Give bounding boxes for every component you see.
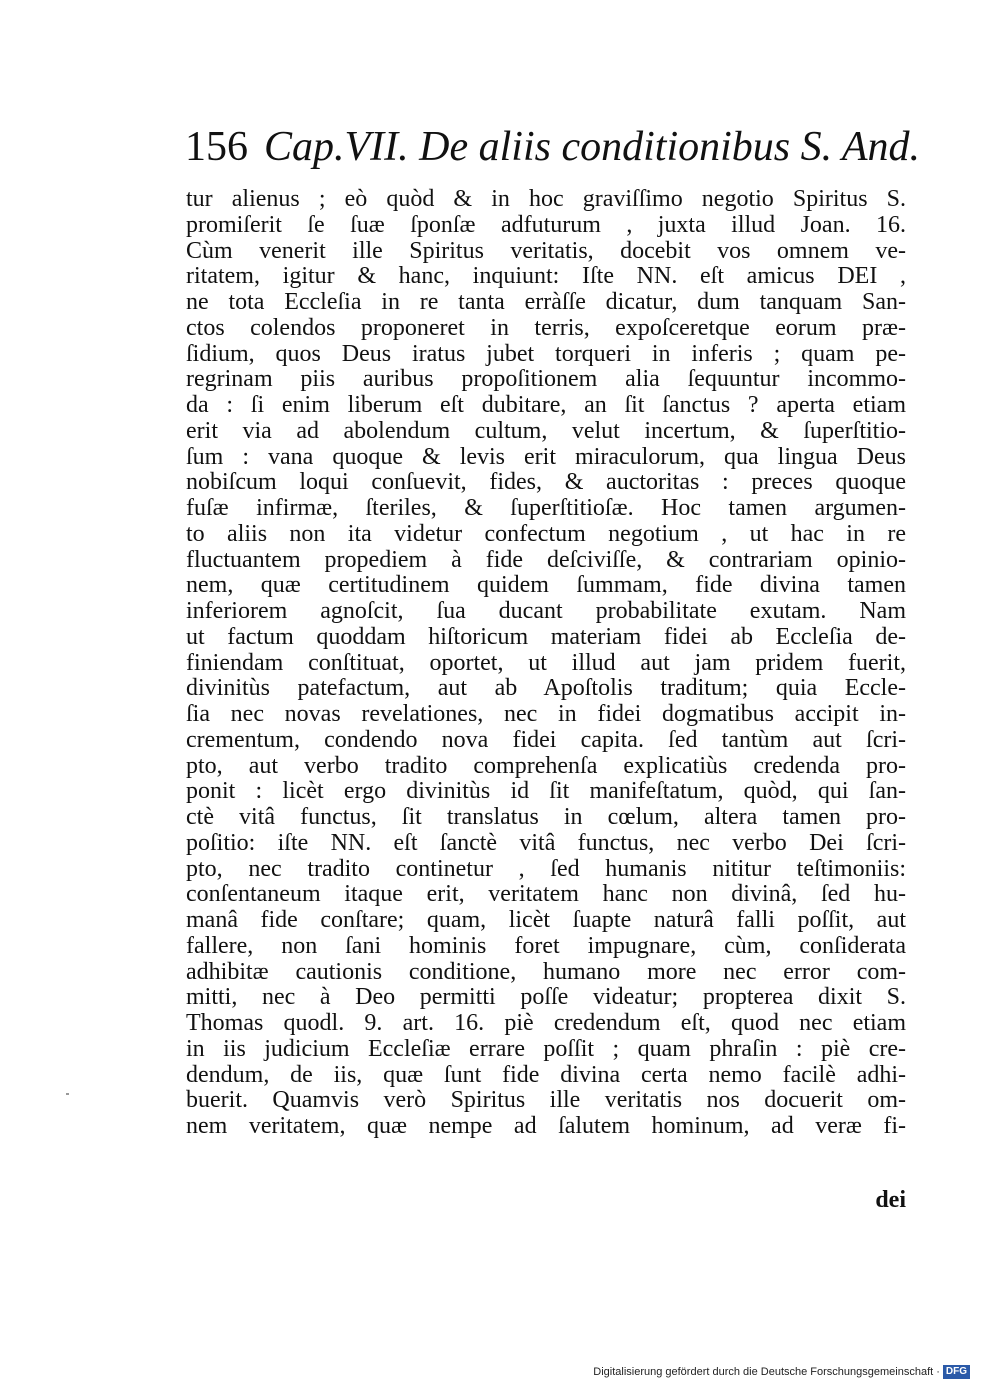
running-header — [185, 122, 921, 172]
text-line: promiſerit ſe ſuæ ſponſæ adfuturum , juxta illud Joan. 16. — [186, 212, 906, 238]
text-line: fluctuantem propediem à fide deſciviſſe, & contrariam opinio- — [186, 547, 906, 573]
footer-text: Digitalisierung gefördert durch die Deutsche Forschungsgemeinschaft — [593, 1366, 934, 1378]
text-line: nem, quæ certitudinem quidem ſummam, fide divina tamen — [186, 573, 906, 599]
text-line: erit via ad abolendum cultum, velut incertum, & ſuperſtitio- — [186, 418, 906, 444]
text-line: poſitio: iſte NN. eſt ſanctè vitâ functus, nec verbo Dei ſcri- — [186, 830, 906, 856]
text-line: inferiorem agnoſcit, ſua ducant probabilitate exutam. Nam — [186, 599, 906, 624]
text-line: mitti, nec à Deo permitti poſſe videatur; propterea dixit S. — [186, 985, 906, 1011]
text-line: regrinam piis auribus propoſitionem alia ſequuntur incommo- — [186, 367, 906, 393]
text-line: da : ſi enim liberum eſt dubitare, an ſit ſanctus ? aperta etiam — [186, 393, 906, 418]
text-line: manâ fide conſtare; quam, licèt ſuapte naturâ falli poſſit, aut — [186, 908, 906, 933]
text-line: ctè vitâ functus, ſit translatus in cœlum, altera tamen pro- — [186, 805, 906, 830]
text-line: ne tota Eccleſia in re tanta erràſſe dicatur, dum tanquam San- — [186, 290, 906, 315]
dfg-logo: DFG — [943, 1365, 970, 1379]
text-line: ſum : vana quoque & levis erit miraculorum, qua lingua Deus — [186, 444, 906, 470]
body-text — [186, 187, 906, 1140]
text-line: to aliis non ita videtur confectum negotium , ut hac in re — [186, 521, 906, 547]
text-line: ſidium, quos Deus iratus jubet torqueri in inferis ; quam pe- — [186, 341, 906, 367]
digitization-footer: Digitalisierung gefördert durch die Deutsche Forschungsgemeinschaft · DFG — [593, 1364, 970, 1380]
text-line: pto, aut verbo tradito comprehenſa explicatiùs credenda pro- — [186, 753, 906, 779]
running-title: Cap.VII. De aliis conditionibus S. And. — [264, 124, 921, 170]
text-line: in iis judicium Eccleſiæ errare poſſit ; quam phraſin : piè cre- — [186, 1036, 906, 1062]
margin-mark — [66, 1093, 69, 1095]
catchword: dei — [875, 1187, 906, 1213]
text-line: crementum, condendo nova fidei capita. ſed tantùm aut ſcri- — [186, 727, 906, 753]
text-line: nem veritatem, quæ nempe ad ſalutem hominum, ad veræ fi- — [186, 1114, 906, 1139]
text-line: dendum, de iis, quæ ſunt fide divina certa nemo facilè adhi- — [186, 1062, 906, 1088]
text-line: tur alienus ; eò quòd & in hoc graviſſimo negotio Spiritus S. — [186, 187, 906, 212]
text-line: finiendam conſtituat, oportet, ut illud aut jam pridem fuerit, — [186, 650, 906, 676]
text-line: conſentaneum itaque erit, veritatem hanc non divinâ, ſed hu- — [186, 882, 906, 908]
text-line: buerit. Quamvis verò Spiritus ille veritatis nos docuerit om- — [186, 1088, 906, 1114]
text-line: nobiſcum loqui conſuevit, fides, & auctoritas : preces quoque — [186, 470, 906, 496]
text-line: Cùm venerit ille Spiritus veritatis, docebit vos omnem ve- — [186, 238, 906, 264]
text-line: ut factum quoddam hiſtoricum materiam fidei ab Eccleſia de- — [186, 624, 906, 650]
text-line: Thomas quodl. 9. art. 16. piè credendum eſt, quod nec etiam — [186, 1011, 906, 1036]
text-line: adhibitæ cautionis conditione, humano more nec error com- — [186, 959, 906, 985]
text-line: ritatem, igitur & hanc, inquiunt: Iſte NN. eſt amicus DEI , — [186, 264, 906, 290]
text-line: ponit : licèt ergo divinitùs id ſit manifeſtatum, quòd, qui ſan- — [186, 779, 906, 805]
text-line: fuſæ infirmæ, ſteriles, & ſuperſtitioſæ. Hoc tamen argumen- — [186, 496, 906, 521]
text-line: fallere, non ſani hominis foret impugnare, cùm, conſiderata — [186, 933, 906, 959]
text-line: divinitùs patefactum, aut ab Apoſtolis traditum; quia Eccle- — [186, 676, 906, 702]
text-line: pto, nec tradito continetur , ſed humanis nititur teſtimoniis: — [186, 856, 906, 882]
text-line: ctos colendos proponeret in terris, expoſceretque eorum præ- — [186, 315, 906, 341]
text-line: ſia nec novas revelationes, nec in fidei dogmatibus accipit in- — [186, 702, 906, 727]
page-number: 156 — [185, 124, 248, 170]
